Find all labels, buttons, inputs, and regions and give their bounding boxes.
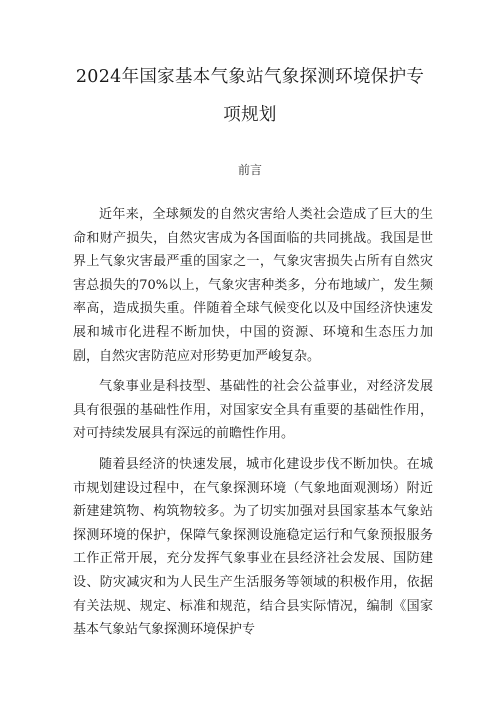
paragraph-3: 随着县经济的快速发展，城市化建设步伐不断加快。在城市规划建设过程中，在气象探测环境（气象地面观测场）附近新建建筑物、构筑物较多。为了切实加强对县国家基本气象站探测环境的保护，保障气象探测设施稳定运行和气象预报服务工作正常开展，充分发挥气象事业在县经济社会发展、国防建设、防灾减灾和为人民生产生活服务等领域的积极作用，依据有关法规、规定、标准和规范，结合县实际情况，编制《国家基本气象站气象探测环境保护专 [73, 456, 433, 638]
document-title-line-2: 项规划 [223, 105, 277, 125]
paragraph-1: 近年来，全球频发的自然灾害给人类社会造成了巨大的生命和财产损失，自然灾害成为各国面临的共同挑战。我国是世界上气象灾害最严重的国家之一，气象灾害损失占所有自然灾害总损失的70%以上，气象灾害种类多，分布地域广，发生频率高，造成损失重。伴随着全球气候变化以及中国经济快速发展和城市化进程不断加快，中国的资源、环境和生态压力加剧，自然灾害防范应对形势更加严峻复杂。 [73, 207, 433, 364]
preface-heading: 前言 [237, 163, 262, 177]
document-body [73, 203, 433, 649]
document-title-line-1: 2024年国家基本气象站气象探测环境保护专 [75, 67, 425, 87]
paragraph-2: 气象事业是科技型、基础性的社会公益事业，对经济发展具有很强的基础性作用，对国家安全具有重要的基础性作用，对可持续发展具有深远的前瞻性作用。 [73, 379, 433, 442]
